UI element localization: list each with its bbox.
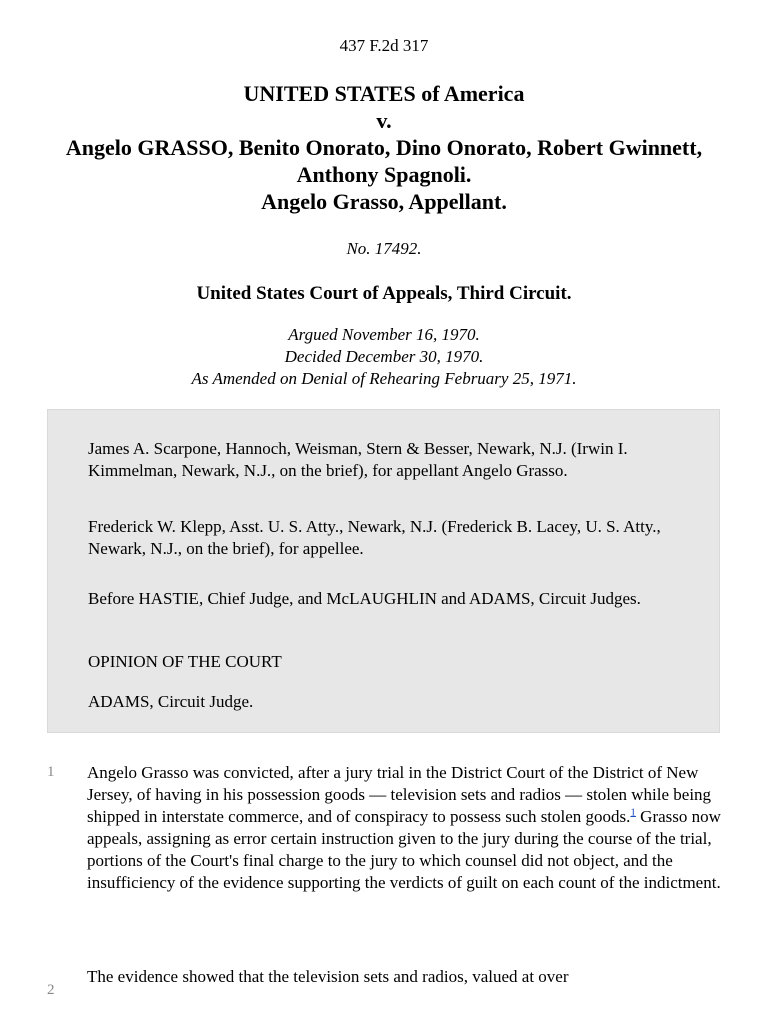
title-line-defendants: Angelo GRASSO, Benito Onorato, Dino Onorato, Robert Gwinnett, Anthony Spagnoli. [65, 135, 703, 187]
title-line-versus: v. [376, 108, 392, 133]
title-line-appellant: Angelo Grasso, Appellant. [261, 189, 507, 214]
case-title [60, 80, 708, 215]
paragraph-text-part: Angelo Grasso was convicted, after a jury trial in the District Court of the District of New Jersey, of having in his possession goods — television sets and radios — stolen while being shipped in interstate commerce, and of conspiracy to possess such stolen goods. [87, 763, 712, 826]
case-header-box [47, 409, 720, 733]
counsel-appellant: James A. Scarpone, Hannoch, Weisman, Stern & Besser, Newark, N.J. (Irwin I. Kimmelman, Newark, N.J., on the brief), for appellant Angelo Grasso. [88, 439, 628, 480]
case-dates [0, 324, 768, 390]
docket-number: No. 17492. [346, 239, 422, 258]
opinion-heading: OPINION OF THE COURT [88, 652, 282, 671]
date-decided: Decided December 30, 1970. [284, 347, 484, 366]
paragraph-number: 2 [47, 982, 55, 998]
paragraph-text-part: Grasso now appeals, assigning as error certain instruction given to the jury during the course of the trial, portions of the Court's final charge to the jury to which counsel did not object, and the insufficiency of the evidence supporting the verdicts of guilt on each count of the indictment. [87, 807, 721, 892]
counsel-appellee: Frederick W. Klepp, Asst. U. S. Atty., Newark, N.J. (Frederick B. Lacey, U. S. Atty., Newark, N.J., on the brief), for appellee. [88, 517, 661, 558]
paragraph-text: The evidence showed that the television sets and radios, valued at over [87, 967, 569, 986]
opinion-author: ADAMS, Circuit Judge. [88, 692, 254, 711]
panel-judges: Before HASTIE, Chief Judge, and McLAUGHLIN and ADAMS, Circuit Judges. [88, 589, 641, 608]
paragraph-number: 1 [47, 764, 55, 780]
court-name: United States Court of Appeals, Third Circuit. [196, 283, 572, 304]
title-line-plaintiff: UNITED STATES of America [243, 81, 525, 106]
paragraph-text [87, 762, 723, 894]
footnote-link[interactable]: 1 [630, 806, 636, 819]
date-amended: As Amended on Denial of Rehearing February 25, 1971. [191, 369, 577, 388]
date-argued: Argued November 16, 1970. [288, 325, 480, 344]
case-citation: 437 F.2d 317 [339, 36, 429, 55]
